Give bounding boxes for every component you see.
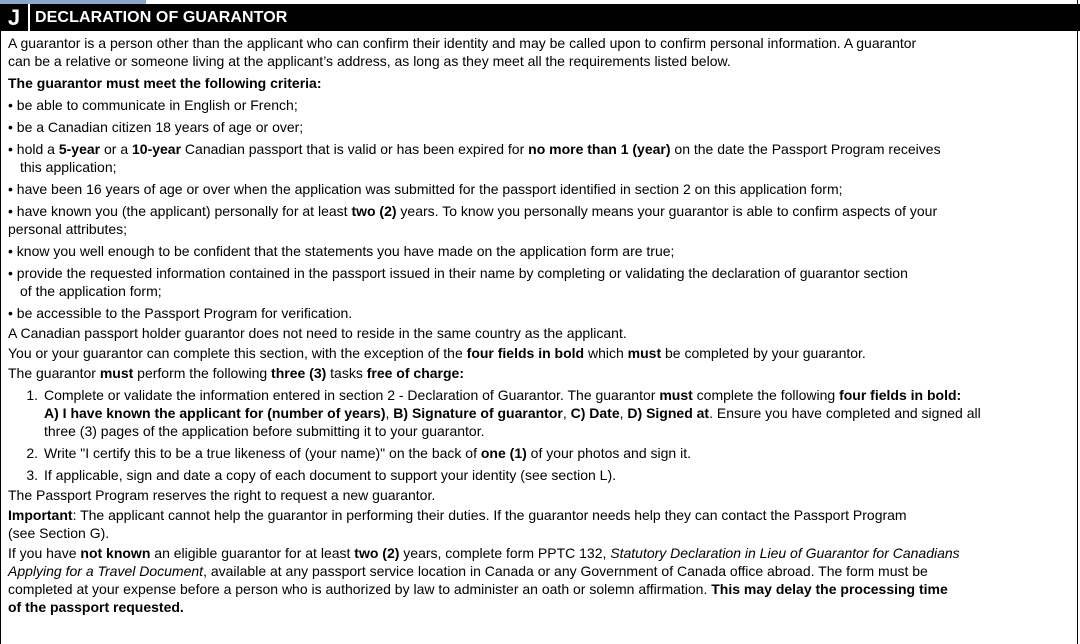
section-title: DECLARATION OF GUARANTOR: [35, 8, 288, 26]
criteria-item: • be able to communicate in English or French;: [8, 97, 298, 113]
criteria-item: • have been 16 years of age or over when the application was submitted for the passport identified in section 2 on this application form;: [8, 181, 843, 197]
completion-note: You or your guarantor can complete this section, with the exception of the four fields in bold which must be completed by your guarantor.: [8, 345, 866, 361]
criteria-item: • be a Canadian citizen 18 years of age or over;: [8, 119, 304, 135]
task-item: 2. Write "I certify this to be a true likeness of (your name)" on the back of one (1) of your photos and sign it.: [26, 445, 691, 461]
task-item: 3. If applicable, sign and date a copy of each document to support your identity (see section L).: [26, 467, 617, 483]
criteria-heading: The guarantor must meet the following criteria:: [8, 75, 322, 91]
important-note: Important: The applicant cannot help the guarantor in performing their duties. If the guarantor needs help they can contact the Passport Program (see Section G).: [8, 507, 907, 541]
section-body: [8, 34, 1072, 616]
intro-paragraph: A guarantor is a person other than the applicant who can confirm their identity and may be called upon to confirm personal information. A guarantor can be a relative or someone living at the applicant’s address, as long as they meet all the requirements listed below.: [8, 35, 917, 69]
reserve-note: The Passport Program reserves the right to request a new guarantor.: [8, 487, 436, 503]
criteria-item: • hold a 5-year or a 10-year Canadian passport that is valid or has been expired for no more than 1 (year) on the date the Passport Program receives this application;: [8, 141, 941, 175]
section-letter: J: [7, 5, 21, 30]
residence-note: A Canadian passport holder guarantor does not need to reside in the same country as the applicant.: [8, 325, 627, 341]
no-guarantor-note: If you have not known an eligible guarantor for at least two (2) years, complete form PPTC 132, Statutory Declaration in Lieu of Guarantor for Canadians Applying for a Travel Document, available at any passport service location in Canada or any Government of Canada office abroad. The form must be completed at your expense before a person who is authorized by law to administer an oath or solemn affirmation. This may delay the processing time of the passport requested.: [8, 545, 960, 615]
criteria-item: • know you well enough to be confident that the statements you have made on the application form are true;: [8, 243, 675, 259]
criteria-item: • have known you (the applicant) personally for at least two (2) years. To know you personally means your guarantor is able to confirm aspects of your personal attributes;: [8, 203, 938, 237]
criteria-item: • provide the requested information contained in the passport issued in their name by completing or validating the declaration of guarantor section of the application form;: [8, 265, 908, 299]
tasks-intro: The guarantor must perform the following three (3) tasks free of charge:: [8, 365, 464, 381]
task-item: 1. Complete or validate the information entered in section 2 - Declaration of Guarantor. The guarantor must complete the following four fields in bold: A) I have known the applicant for (number of years), B) Signature of guarantor, C) Date, D) Signed at. Ensure you have completed and signed all three (3) pages of the application before submitting it to your guarantor.: [26, 387, 981, 439]
section-header: [0, 4, 1080, 31]
criteria-item: • be accessible to the Passport Program for verification.: [8, 305, 353, 321]
